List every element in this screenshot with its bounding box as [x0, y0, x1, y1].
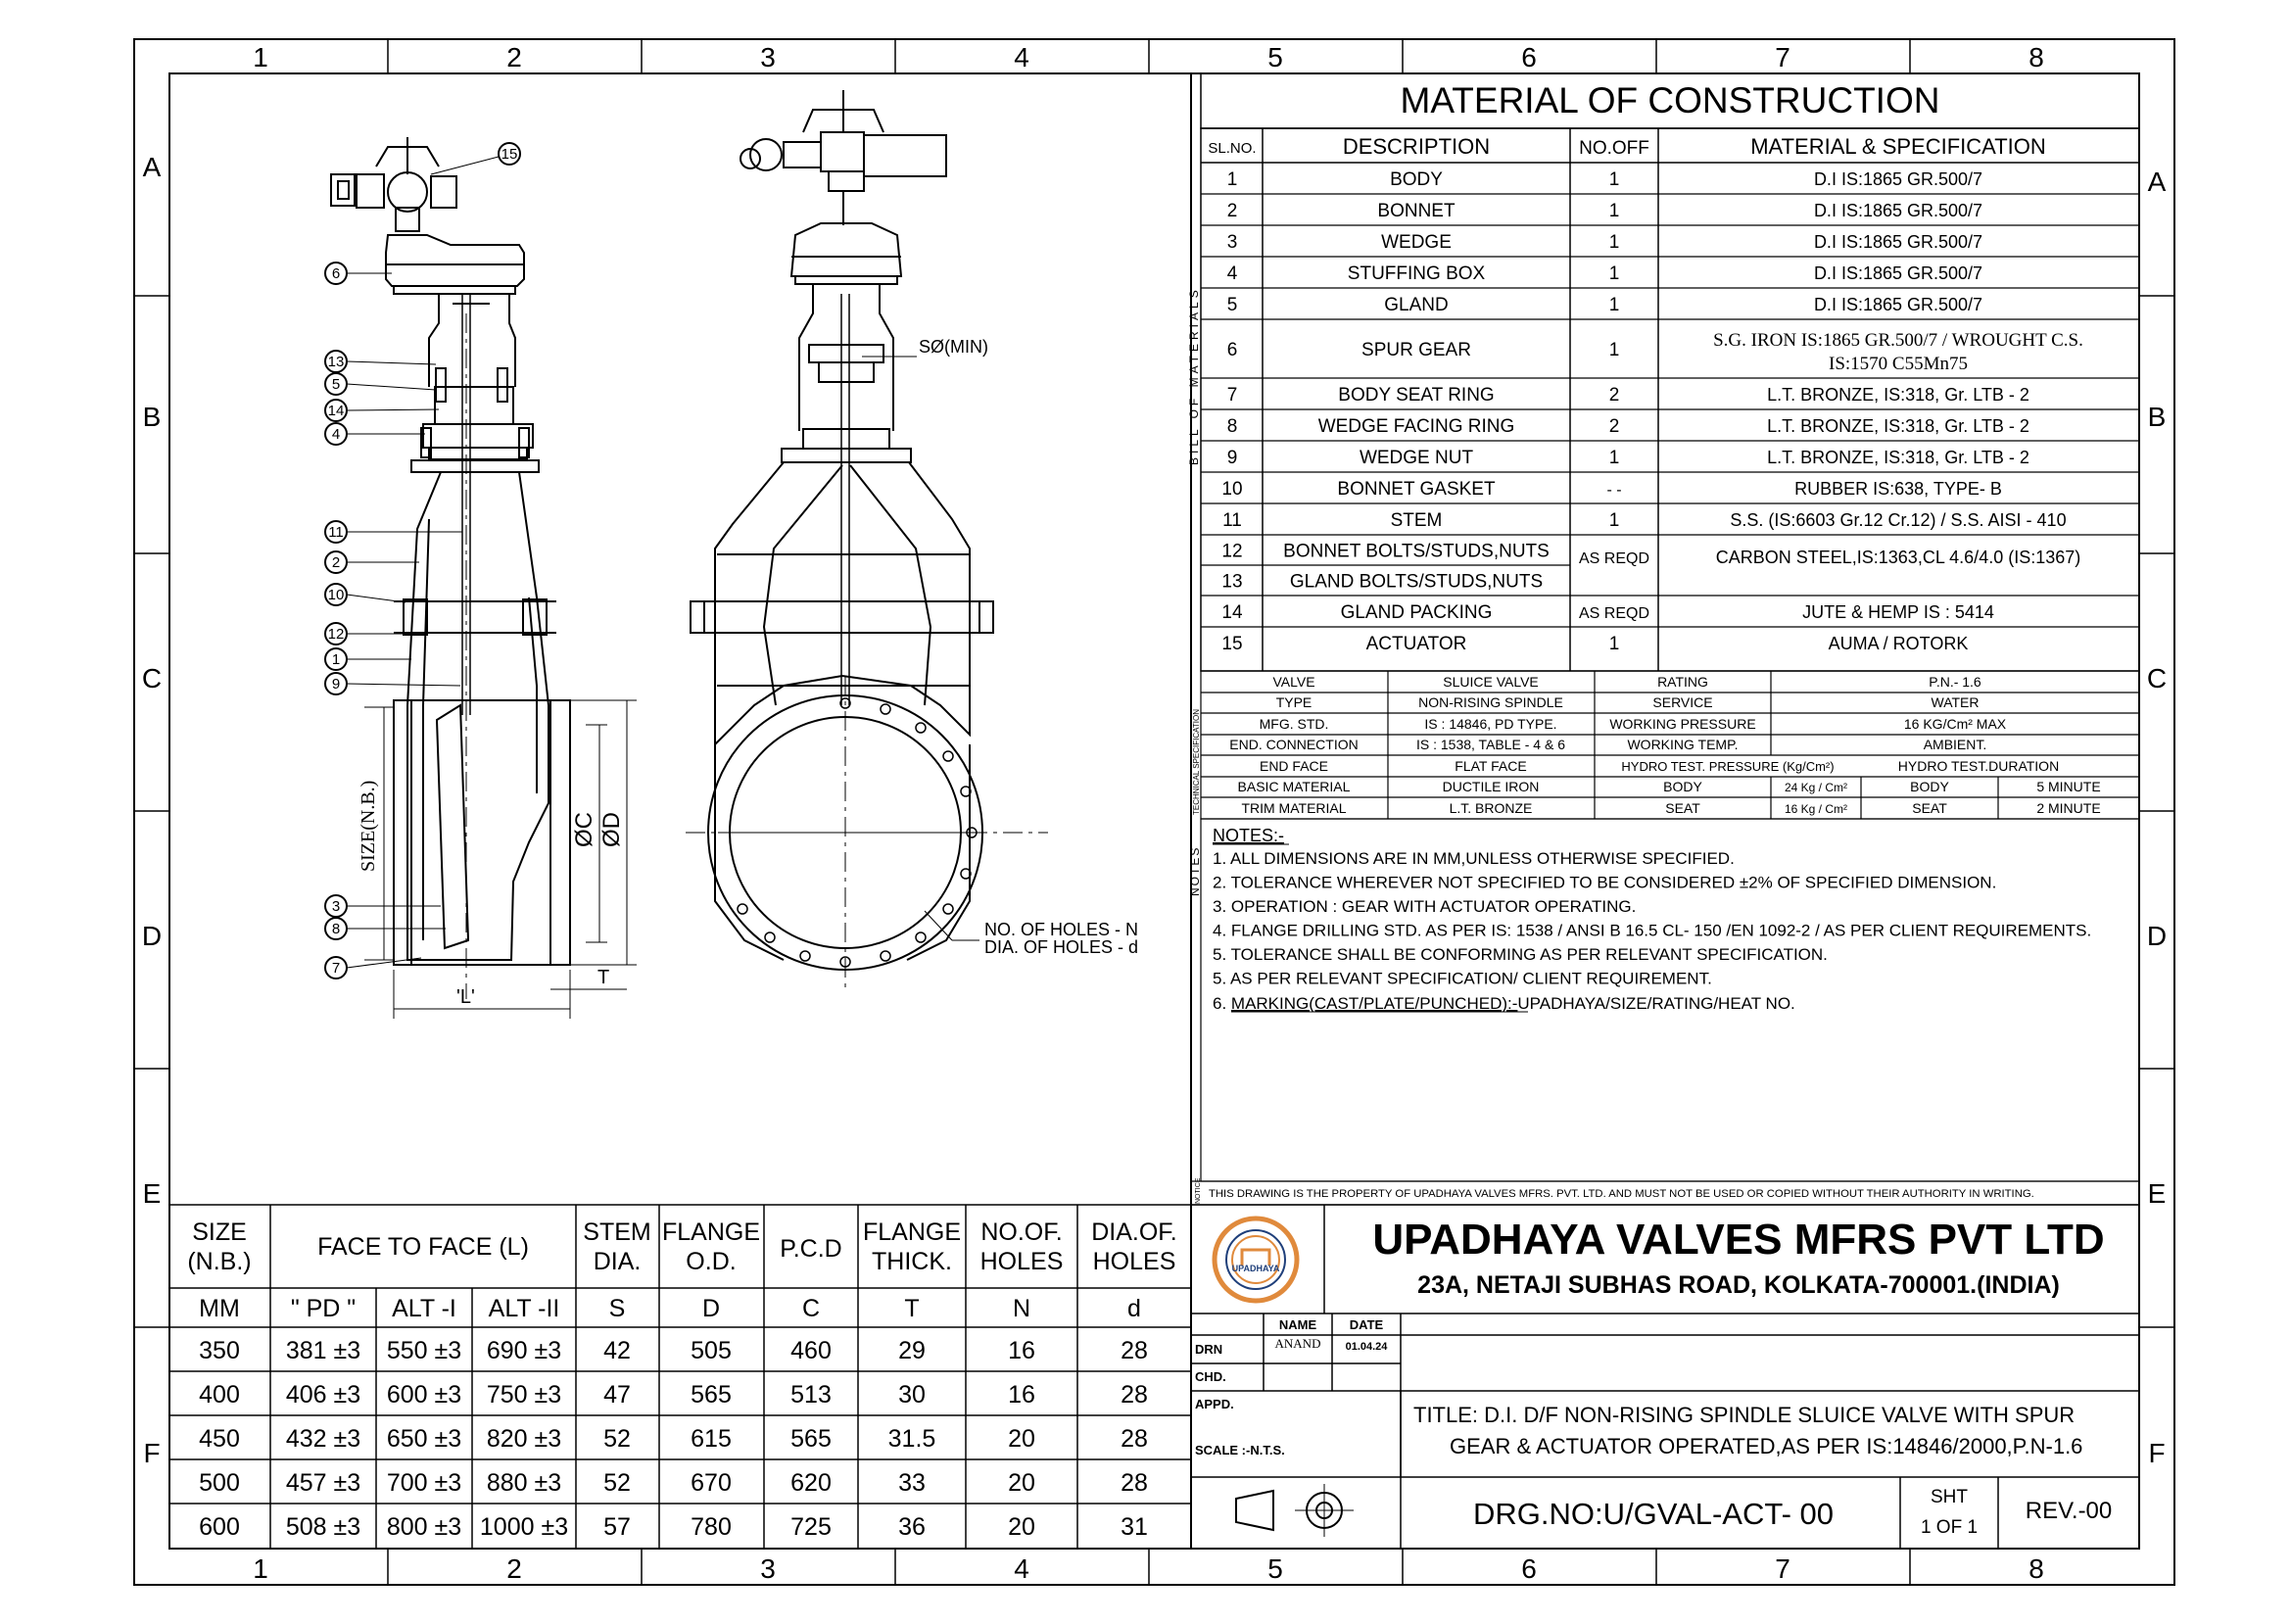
grid-col-7-top: 7 [1775, 42, 1790, 72]
moc-row-3-material: D.I IS:1865 GR.500/7 [1813, 232, 1983, 252]
dim-row-600-c0: 600 [199, 1513, 240, 1541]
size-nb-label: SIZE(N.B.) [358, 780, 379, 872]
tech-r3-c0: MFG. STD. [1259, 716, 1329, 732]
tech-rows [1229, 674, 2100, 816]
moc-row-3-description: WEDGE [1381, 232, 1452, 253]
tech-spec-table [1192, 671, 2139, 819]
dim-row-350-c7: 29 [898, 1337, 926, 1364]
moc-row-1-description: BODY [1390, 169, 1443, 190]
moc-header-slno: SL.NO. [1208, 140, 1257, 157]
moc-row-6-description: SPUR GEAR [1361, 340, 1471, 360]
tech-r6-c3: 24 Kg / Cm² [1784, 781, 1848, 794]
dim-sub-5: D [701, 1295, 721, 1322]
moc-row-14-material: JUTE & HEMP IS : 5414 [1802, 602, 1994, 622]
dim-row-400-c3: 750 ±3 [486, 1381, 562, 1409]
moc-row-2-description: BONNET [1377, 201, 1456, 221]
moc-row-4-material: D.I IS:1865 GR.500/7 [1813, 263, 1983, 283]
dim-row-500-c1: 457 ±3 [285, 1469, 361, 1497]
dim-row-450-c8: 20 [1008, 1425, 1035, 1453]
dim-row-400-c8: 16 [1008, 1381, 1035, 1409]
so-min-label: SØ(MIN) [919, 337, 988, 357]
grid-col-3-bottom: 3 [760, 1553, 776, 1584]
dim-row-500-c3: 880 ±3 [486, 1469, 562, 1497]
tech-side-label: TECHNICAL SPECIFICATION [1192, 708, 1201, 815]
moc-row-11-qty: 1 [1608, 510, 1620, 531]
hdr-flange-od-1: FLANGE [661, 1218, 761, 1246]
hdr-dia-1: DIA.OF. [1091, 1218, 1177, 1246]
dim-row-500-c5: 670 [691, 1469, 732, 1497]
dim-sub-6: C [801, 1295, 821, 1322]
tech-r4-c2: WORKING TEMP. [1627, 737, 1739, 752]
tech-r7-c2: SEAT [1665, 800, 1700, 816]
moc-row-4-qty: 1 [1608, 263, 1620, 284]
callout-12 [325, 623, 406, 645]
drn-name: ANAND [1274, 1336, 1321, 1351]
svg-text:15: 15 [501, 146, 518, 163]
moc-row-6-material-line1: S.G. IRON IS:1865 GR.500/7 / WROUGHT C.S. [1713, 330, 2083, 351]
hdr-stem-1: STEM [583, 1218, 651, 1246]
dim-row-450-c6: 565 [790, 1425, 832, 1453]
tech-r4-c1: IS : 1538, TABLE - 4 & 6 [1415, 737, 1566, 752]
moc-table [1187, 73, 2139, 671]
grid-col-4-top: 4 [1014, 42, 1029, 72]
dim-row-450-c5: 615 [691, 1425, 732, 1453]
dim-row-600-c6: 725 [790, 1513, 832, 1541]
date-header: DATE [1349, 1317, 1384, 1332]
moc-row-11-no: 11 [1222, 510, 1242, 531]
callout-4 [325, 423, 425, 445]
note-3: 3. OPERATION : GEAR WITH ACTUATOR OPERATING. [1213, 897, 1637, 916]
thickness-t-label: T [597, 967, 610, 988]
notes-list [1213, 849, 2091, 988]
dim-row-500-c4: 52 [603, 1469, 631, 1497]
moc-header-nooff: NO.OFF [1579, 138, 1649, 159]
hdr-face-to-face: FACE TO FACE (L) [317, 1233, 529, 1261]
dim-row-350-c4: 42 [603, 1337, 631, 1364]
hdr-pcd: P.C.D [780, 1235, 842, 1263]
moc-row-5-no: 5 [1226, 295, 1238, 315]
hdr-stem-2: DIA. [593, 1248, 642, 1275]
drawing-number: DRG.NO:U/GVAL-ACT- 00 [1472, 1497, 1835, 1531]
moc-row-10-no: 10 [1221, 479, 1243, 500]
dim-row-450-c1: 432 ±3 [285, 1425, 361, 1453]
notes-heading: NOTES:- [1213, 826, 1285, 845]
grid-col-6-top: 6 [1521, 42, 1537, 72]
moc-row-1-no: 1 [1226, 169, 1238, 190]
moc-row-7-material: L.T. BRONZE, IS:318, Gr. LTB - 2 [1767, 385, 2029, 405]
svg-text:2: 2 [331, 554, 341, 571]
moc-row-8-qty: 2 [1608, 416, 1620, 437]
dim-row-350-c6: 460 [790, 1337, 832, 1364]
dia-d-label: ØD [598, 812, 625, 847]
dim-row-500-c9: 28 [1121, 1469, 1148, 1497]
tech-r5-c1: FLAT FACE [1455, 758, 1527, 774]
dim-row-400-c2: 600 ±3 [386, 1381, 462, 1409]
hdr-size-1: SIZE [192, 1218, 247, 1246]
tech-r7-c0: TRIM MATERIAL [1241, 800, 1347, 816]
moc-row-3-no: 3 [1226, 232, 1238, 253]
moc-row-7-no: 7 [1226, 385, 1238, 406]
hdr-size-2: (N.B.) [187, 1248, 252, 1275]
moc-row-4-no: 4 [1226, 263, 1238, 284]
moc-row-13-no: 13 [1221, 571, 1243, 593]
svg-text:7: 7 [331, 960, 341, 977]
dim-row-400-c4: 47 [603, 1381, 631, 1409]
dimension-table [169, 1205, 1191, 1549]
moc-header-row [1208, 134, 2045, 159]
hdr-flange-od-2: O.D. [686, 1248, 737, 1275]
dim-sub-4: S [608, 1295, 626, 1322]
drn-date: 01.04.24 [1345, 1341, 1388, 1353]
notes-side-label: NOTES [1188, 845, 1202, 896]
note-6: 6. MARKING(CAST/PLATE/PUNCHED):-UPADHAYA/SIZE/RATING/HEAT NO. [1213, 994, 1795, 1013]
tech-r2-c1: NON-RISING SPINDLE [1418, 694, 1563, 710]
company-address: 23A, NETAJI SUBHAS ROAD, KOLKATA-700001.(INDIA) [1417, 1271, 2060, 1299]
dim-row-500-c2: 700 ±3 [386, 1469, 462, 1497]
note-5: 5. TOLERANCE SHALL BE CONFORMING AS PER RELEVANT SPECIFICATION. [1213, 945, 1828, 964]
tech-r7-c5: 2 MINUTE [2036, 800, 2101, 816]
tech-r3-c3: 16 KG/Cm² MAX [1903, 716, 2007, 732]
moc-row-5-material: D.I IS:1865 GR.500/7 [1813, 295, 1983, 314]
dimension-subheader-row [199, 1295, 1141, 1322]
tech-r2-c0: TYPE [1275, 694, 1313, 710]
svg-text:5: 5 [331, 376, 341, 393]
moc-row-11-material: S.S. (IS:6603 Gr.12 Cr.12) / S.S. AISI - 410 [1730, 510, 2067, 530]
grid-row-c-right: C [2146, 663, 2168, 693]
dim-row-600-c2: 800 ±3 [386, 1513, 462, 1541]
dim-row-450-c9: 28 [1121, 1425, 1148, 1453]
moc-row-7-qty: 2 [1608, 385, 1620, 406]
moc-row-14-description: GLAND PACKING [1340, 602, 1493, 623]
moc-row-15-description: ACTUATOR [1365, 634, 1467, 654]
moc-row-5-description: GLAND [1384, 295, 1449, 315]
drawing-title-line1: TITLE: D.I. D/F NON-RISING SPINDLE SLUICE VALVE WITH SPUR [1413, 1403, 2076, 1427]
tech-r2-c2: SERVICE [1652, 694, 1713, 710]
dim-row-450-c2: 650 ±3 [386, 1425, 462, 1453]
bom-side-label: BILL OF MATERIALS [1187, 286, 1201, 465]
external-view-labels [862, 337, 1138, 957]
moc-row-6-qty: 1 [1608, 340, 1620, 360]
dim-sub-3: ALT -II [488, 1295, 560, 1322]
holes-n-label: NO. OF HOLES - N [984, 920, 1139, 939]
notice-side-label: NOTICE [1195, 1177, 1202, 1204]
callout-9 [325, 673, 460, 694]
callout-5 [325, 373, 436, 395]
dim-row-450-c0: 450 [199, 1425, 240, 1453]
holes-d-label: DIA. OF HOLES - d [984, 937, 1139, 957]
tech-r7-c4: SEAT [1912, 800, 1947, 816]
grid-col-6-bottom: 6 [1521, 1553, 1537, 1584]
dim-row-400-c6: 513 [790, 1381, 832, 1409]
dim-row-450-c3: 820 ±3 [486, 1425, 562, 1453]
moc-row-2-qty: 1 [1608, 201, 1620, 221]
callout-13 [325, 351, 436, 372]
tech-r2-c3: WATER [1931, 694, 1980, 710]
moc-row-7-description: BODY SEAT RING [1338, 385, 1495, 406]
note-4: 4. FLANGE DRILLING STD. AS PER IS: 1538 / ANSI B 16.5 CL- 150 /EN 1092-2 / AS PER CLIENT REQUIREMENTS. [1213, 921, 2092, 940]
dim-row-400-c7: 30 [898, 1381, 926, 1409]
grid-row-d-right: D [2146, 921, 2168, 951]
tech-r6-c5: 5 MINUTE [2036, 779, 2101, 794]
grid-row-f-left: F [143, 1438, 161, 1468]
sheet-label: SHT [1931, 1487, 1968, 1507]
callout-6 [325, 263, 392, 284]
callout-1 [325, 648, 411, 670]
dim-row-600-c3: 1000 ±3 [479, 1513, 569, 1541]
dim-sub-9: d [1127, 1295, 1141, 1322]
moc-row-5-qty: 1 [1608, 295, 1620, 315]
grid-row-a-right: A [2147, 167, 2167, 197]
dim-row-500-c6: 620 [790, 1469, 832, 1497]
dim-row-600-c7: 36 [898, 1513, 926, 1541]
grid-col-8-top: 8 [2028, 42, 2044, 72]
grid-row-e-left: E [142, 1178, 162, 1209]
svg-text:1: 1 [331, 651, 341, 668]
hdr-thick-2: THICK. [872, 1248, 952, 1275]
dim-row-600-c1: 508 ±3 [285, 1513, 361, 1541]
dim-row-350-c9: 28 [1121, 1337, 1148, 1364]
dim-row-500-c8: 20 [1008, 1469, 1035, 1497]
tech-r7-c1: L.T. BRONZE [1449, 800, 1533, 816]
chd-label: CHD. [1195, 1369, 1226, 1384]
tech-r7-c3: 16 Kg / Cm² [1784, 802, 1848, 816]
company-logo [1215, 1218, 1297, 1301]
grid-col-8-bottom: 8 [2028, 1553, 2044, 1584]
grid-row-a-left: A [142, 152, 162, 182]
callout-10 [325, 584, 406, 605]
dim-row-500-c7: 33 [898, 1469, 926, 1497]
svg-text:12: 12 [327, 626, 345, 643]
sheet-value: 1 OF 1 [1920, 1517, 1979, 1538]
hdr-thick-1: FLANGE [862, 1218, 962, 1246]
title-block [1191, 1205, 2139, 1549]
drawing-title-line2: GEAR & ACTUATOR OPERATED,AS PER IS:14846/2000,P.N-1.6 [1450, 1434, 2083, 1458]
callout-8 [325, 918, 446, 939]
moc-row-13-qty: AS REQD [1578, 550, 1650, 567]
moc-row-1-material: D.I IS:1865 GR.500/7 [1813, 169, 1983, 189]
dim-sub-1: " PD " [290, 1295, 357, 1322]
dim-row-600-c5: 780 [691, 1513, 732, 1541]
svg-text:6: 6 [331, 265, 341, 282]
dim-row-600-c4: 57 [603, 1513, 631, 1541]
dim-row-400-c9: 28 [1121, 1381, 1148, 1409]
grid-col-7-bottom: 7 [1775, 1553, 1790, 1584]
grid-row-f-right: F [2148, 1438, 2166, 1468]
scale-label: SCALE :-N.T.S. [1195, 1443, 1285, 1457]
tech-r3-c2: WORKING PRESSURE [1609, 716, 1756, 732]
logo-text: UPADHAYA [1231, 1264, 1280, 1273]
hdr-holes-1: NO.OF. [980, 1218, 1063, 1246]
moc-row-11-description: STEM [1390, 510, 1443, 531]
dia-c-label: ØC [571, 812, 597, 847]
moc-row-12-description: BONNET BOLTS/STUDS,NUTS [1283, 541, 1550, 562]
tech-r5-c3: HYDRO TEST.DURATION [1897, 758, 2060, 774]
face-to-face-l-label: 'L' [456, 986, 475, 1008]
svg-text:8: 8 [331, 921, 341, 937]
svg-text:4: 4 [331, 426, 341, 443]
name-header: NAME [1278, 1317, 1317, 1332]
tech-r4-c0: END. CONNECTION [1229, 737, 1359, 752]
moc-row-6-material-line2: IS:1570 C55Mn75 [1829, 354, 1968, 374]
moc-row-10-material: RUBBER IS:638, TYPE- B [1794, 479, 2002, 499]
grid-col-2-bottom: 2 [506, 1553, 522, 1584]
moc-row-8-description: WEDGE FACING RING [1317, 416, 1515, 437]
dim-sub-8: N [1012, 1295, 1031, 1322]
moc-row-15-qty: 1 [1608, 634, 1620, 654]
dim-row-350-c0: 350 [199, 1337, 240, 1364]
dim-row-350-c3: 690 ±3 [486, 1337, 562, 1364]
moc-row-13-material: CARBON STEEL,IS:1363,CL 4.6/4.0 (IS:1367) [1715, 548, 2081, 567]
drn-label: DRN [1195, 1342, 1223, 1357]
grid-col-1-bottom: 1 [253, 1553, 268, 1584]
moc-row-15-no: 15 [1221, 634, 1243, 654]
callout-14 [325, 400, 439, 421]
svg-text:11: 11 [328, 524, 344, 541]
moc-row-2-material: D.I IS:1865 GR.500/7 [1813, 201, 1983, 220]
moc-row-3-qty: 1 [1608, 232, 1620, 253]
moc-row-1-qty: 1 [1608, 169, 1620, 190]
dim-row-600-c8: 20 [1008, 1513, 1035, 1541]
moc-row-9-description: WEDGE NUT [1359, 448, 1474, 468]
hdr-dia-2: HOLES [1092, 1248, 1176, 1275]
callout-15 [431, 143, 520, 174]
tech-r1-c1: SLUICE VALVE [1443, 674, 1539, 690]
svg-text:14: 14 [327, 403, 345, 419]
moc-row-14-qty: AS REQD [1578, 605, 1650, 622]
dim-row-400-c5: 565 [691, 1381, 732, 1409]
moc-row-10-qty: - - [1606, 482, 1622, 499]
note-1: 1. ALL DIMENSIONS ARE IN MM,UNLESS OTHERWISE SPECIFIED. [1213, 849, 1735, 868]
grid-col-2-top: 2 [506, 42, 522, 72]
tech-r1-c0: VALVE [1272, 674, 1315, 690]
section-view-labels [358, 781, 625, 1008]
moc-row-9-no: 9 [1226, 448, 1238, 468]
moc-row-10-description: BONNET GASKET [1337, 479, 1496, 500]
svg-text:9: 9 [331, 676, 341, 693]
callout-11 [325, 521, 462, 543]
tech-r3-c1: IS : 14846, PD TYPE. [1424, 716, 1557, 732]
valve-section-view [331, 137, 637, 1019]
grid-row-b-right: B [2147, 402, 2167, 432]
appd-label: APPD. [1195, 1397, 1234, 1411]
svg-text:3: 3 [331, 898, 341, 915]
dim-sub-7: T [904, 1295, 920, 1322]
moc-row-8-no: 8 [1226, 416, 1238, 437]
moc-row-2-no: 2 [1226, 201, 1238, 221]
moc-row-15-material: AUMA / ROTORK [1828, 634, 1969, 653]
tech-r4-c3: AMBIENT. [1923, 737, 1987, 752]
grid-row-b-left: B [142, 402, 162, 432]
tech-r5-c2: HYDRO TEST. PRESSURE (Kg/Cm²) [1621, 759, 1835, 774]
dim-row-350-c1: 381 ±3 [285, 1337, 361, 1364]
dim-row-450-c4: 52 [603, 1425, 631, 1453]
moc-row-9-material: L.T. BRONZE, IS:318, Gr. LTB - 2 [1767, 448, 2029, 467]
grid-col-4-bottom: 4 [1014, 1553, 1029, 1584]
moc-row-8-material: L.T. BRONZE, IS:318, Gr. LTB - 2 [1767, 416, 2029, 436]
grid-row-e-right: E [2147, 1178, 2167, 1209]
dimension-data-rows [199, 1337, 1148, 1541]
grid-col-5-bottom: 5 [1267, 1553, 1283, 1584]
tech-r6-c2: BODY [1663, 779, 1702, 794]
moc-title: MATERIAL OF CONSTRUCTION [1400, 80, 1940, 120]
moc-row-9-qty: 1 [1608, 448, 1620, 468]
hdr-holes-2: HOLES [979, 1248, 1064, 1275]
dim-row-400-c0: 400 [199, 1381, 240, 1409]
svg-text:13: 13 [327, 354, 345, 370]
callout-2 [325, 551, 419, 573]
dim-row-350-c2: 550 ±3 [386, 1337, 462, 1364]
notice-strip [1191, 1177, 2139, 1205]
moc-row-6-no: 6 [1226, 340, 1238, 360]
company-name: UPADHAYA VALVES MFRS PVT LTD [1372, 1216, 2105, 1264]
moc-header-material: MATERIAL & SPECIFICATION [1750, 134, 2046, 159]
grid-col-3-top: 3 [760, 42, 776, 72]
tech-r6-c0: BASIC MATERIAL [1237, 779, 1351, 794]
grid-row-d-left: D [141, 921, 163, 951]
dim-row-450-c7: 31.5 [887, 1425, 936, 1453]
tech-r1-c3: P.N.- 1.6 [1929, 674, 1981, 690]
note-6: 5. AS PER RELEVANT SPECIFICATION/ CLIENT REQUIREMENT. [1213, 969, 1712, 988]
grid-col-5-top: 5 [1267, 42, 1283, 72]
dim-row-600-c9: 31 [1121, 1513, 1148, 1541]
svg-text:10: 10 [327, 587, 345, 603]
moc-row-4-description: STUFFING BOX [1347, 263, 1486, 284]
dim-row-400-c1: 406 ±3 [285, 1381, 361, 1409]
note-2: 2. TOLERANCE WHEREVER NOT SPECIFIED TO BE CONSIDERED ±2% OF SPECIFIED DIMENSION. [1213, 873, 1997, 892]
tech-r6-c1: DUCTILE IRON [1442, 779, 1540, 794]
dim-row-500-c0: 500 [199, 1469, 240, 1497]
notes-section [1188, 819, 2139, 1181]
dim-row-350-c5: 505 [691, 1337, 732, 1364]
dim-row-350-c8: 16 [1008, 1337, 1035, 1364]
tech-r5-c0: END FACE [1259, 758, 1329, 774]
grid-row-c-left: C [141, 663, 163, 693]
dim-sub-2: ALT -I [392, 1295, 456, 1322]
grid-col-1-top: 1 [253, 42, 268, 72]
tech-r6-c4: BODY [1910, 779, 1949, 794]
moc-rows [1201, 169, 2139, 654]
notice-text: THIS DRAWING IS THE PROPERTY OF UPADHAYA VALVES MFRS. PVT. LTD. AND MUST NOT BE USED OR COPIED WITHOUT THEIR AUTHORITY IN WRITING. [1209, 1188, 2034, 1200]
revision: REV.-00 [2025, 1498, 2113, 1524]
tech-r1-c2: RATING [1657, 674, 1708, 690]
moc-row-13-description: GLAND BOLTS/STUDS,NUTS [1289, 571, 1544, 593]
moc-row-12-no: 12 [1221, 541, 1243, 562]
projection-symbol [1236, 1484, 1354, 1537]
moc-row-14-no: 14 [1221, 602, 1243, 623]
moc-header-description: DESCRIPTION [1342, 134, 1491, 159]
valve-external-view [686, 90, 1048, 989]
dim-sub-0: MM [199, 1295, 240, 1322]
